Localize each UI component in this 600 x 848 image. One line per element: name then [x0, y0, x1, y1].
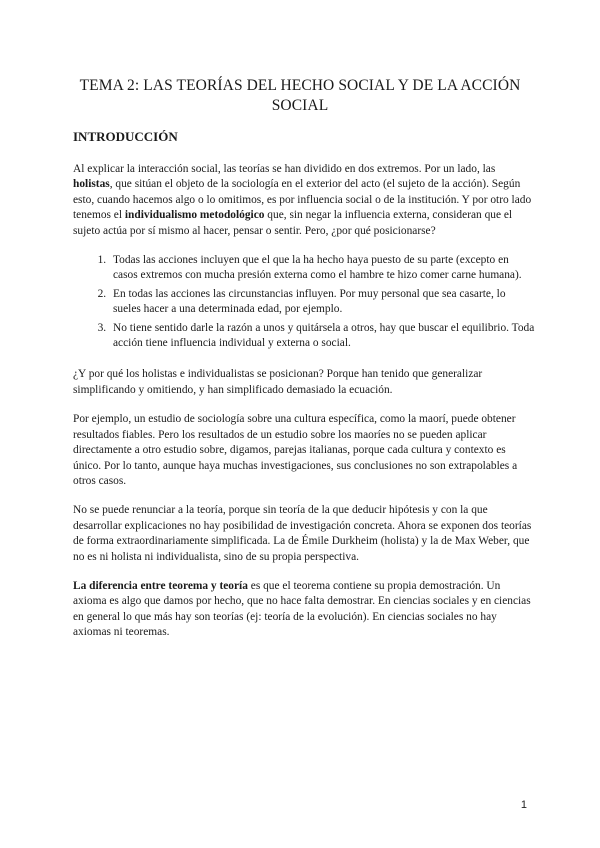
paragraph-text: Al explicar la interacción social, las teorías se han dividido en dos extremos. Por un lado, las [73, 163, 496, 175]
paragraph-theory: No se puede renunciar a la teoría, porque sin teoría de la que deducir hipótesis y con la que desarrollar explicaciones no hay posibilidad de investigación concreta. Ahora se exponen dos teorías de forma extraordinariamente simplificada. La de Émile Durkheim (holista) y la de Max Weber, que no es ni holista ni individualista, sino de su propia perspectiva. [73, 504, 532, 563]
document-body [73, 162, 535, 655]
bold-term-diferencia: La diferencia entre teorema y teoría [73, 579, 248, 592]
paragraph-example: Por ejemplo, un estudio de sociología sobre una cultura específica, como la maorí, puede obtener resultados fiables. Pero los resultados de un estudio sobre los maoríes no se pueden aplicar directamente a otro estudio sobre, digamos, parejas italianas, porque cada cultura y contexto es único. Por lo tanto, aunque haya muchas investigaciones, sus conclusiones no son extrapolables a otros casos. [73, 413, 518, 487]
numbered-list [73, 253, 535, 351]
bold-term-holistas: holistas [73, 178, 110, 191]
paragraph-holistas-question: ¿Y por qué los holistas e individualistas se posicionan? Porque han tenido que generalizar simplificando y omitiendo, y han simplificado demasiado la ecuación. [73, 368, 483, 396]
list-item: 1. Todas las acciones incluyen que el que la ha hecho haya puesto de su parte (excepto en casos extremos con mucha presión externa como el hambre te hizo comer carne humana). [109, 253, 535, 284]
paragraph-text: que, sin negar la influencia externa, consideran que el sujeto actúa por sí mismo al hacer, pensar o sentir. Pero, ¿por qué posicionarse? [73, 209, 513, 237]
paragraph-text: es que el teorema contiene su propia demostración. Un axioma es algo que damos por hecho, que no hace falta demostrar. En ciencias sociales y en ciencias en general lo que más hay son teorías (ej: teoría de la evolución). En ciencias sociales no hay axiomas ni teoremas. [73, 579, 531, 639]
document-title: TEMA 2: LAS TEORÍAS DEL HECHO SOCIAL Y DE LA ACCIÓN SOCIAL [79, 77, 521, 114]
page-number: 1 [520, 799, 527, 811]
paragraph-difference [73, 579, 535, 641]
list-item: 2. En todas las acciones las circunstancias influyen. Por muy personal que sea casarte, lo sueles hacer a una determinada edad, por ejemplo. [109, 287, 535, 318]
paragraph-text: , que sitúan el objeto de la sociología en el exterior del acto (el sujeto de la acción). Según esto, cuando hacemos algo o lo omitimos, es por influencia social o de la institución. Y por otro lado tenemos el [73, 178, 532, 222]
section-heading: INTRODUCCIÓN [73, 129, 178, 144]
bold-term-individualismo: individualismo metodológico [124, 209, 265, 222]
list-item: 3. No tiene sentido darle la razón a unos y quitársela a otros, hay que buscar el equilibrio. Toda acción tiene influencia individual y externa o social. [109, 321, 535, 352]
paragraph-intro [73, 162, 535, 239]
